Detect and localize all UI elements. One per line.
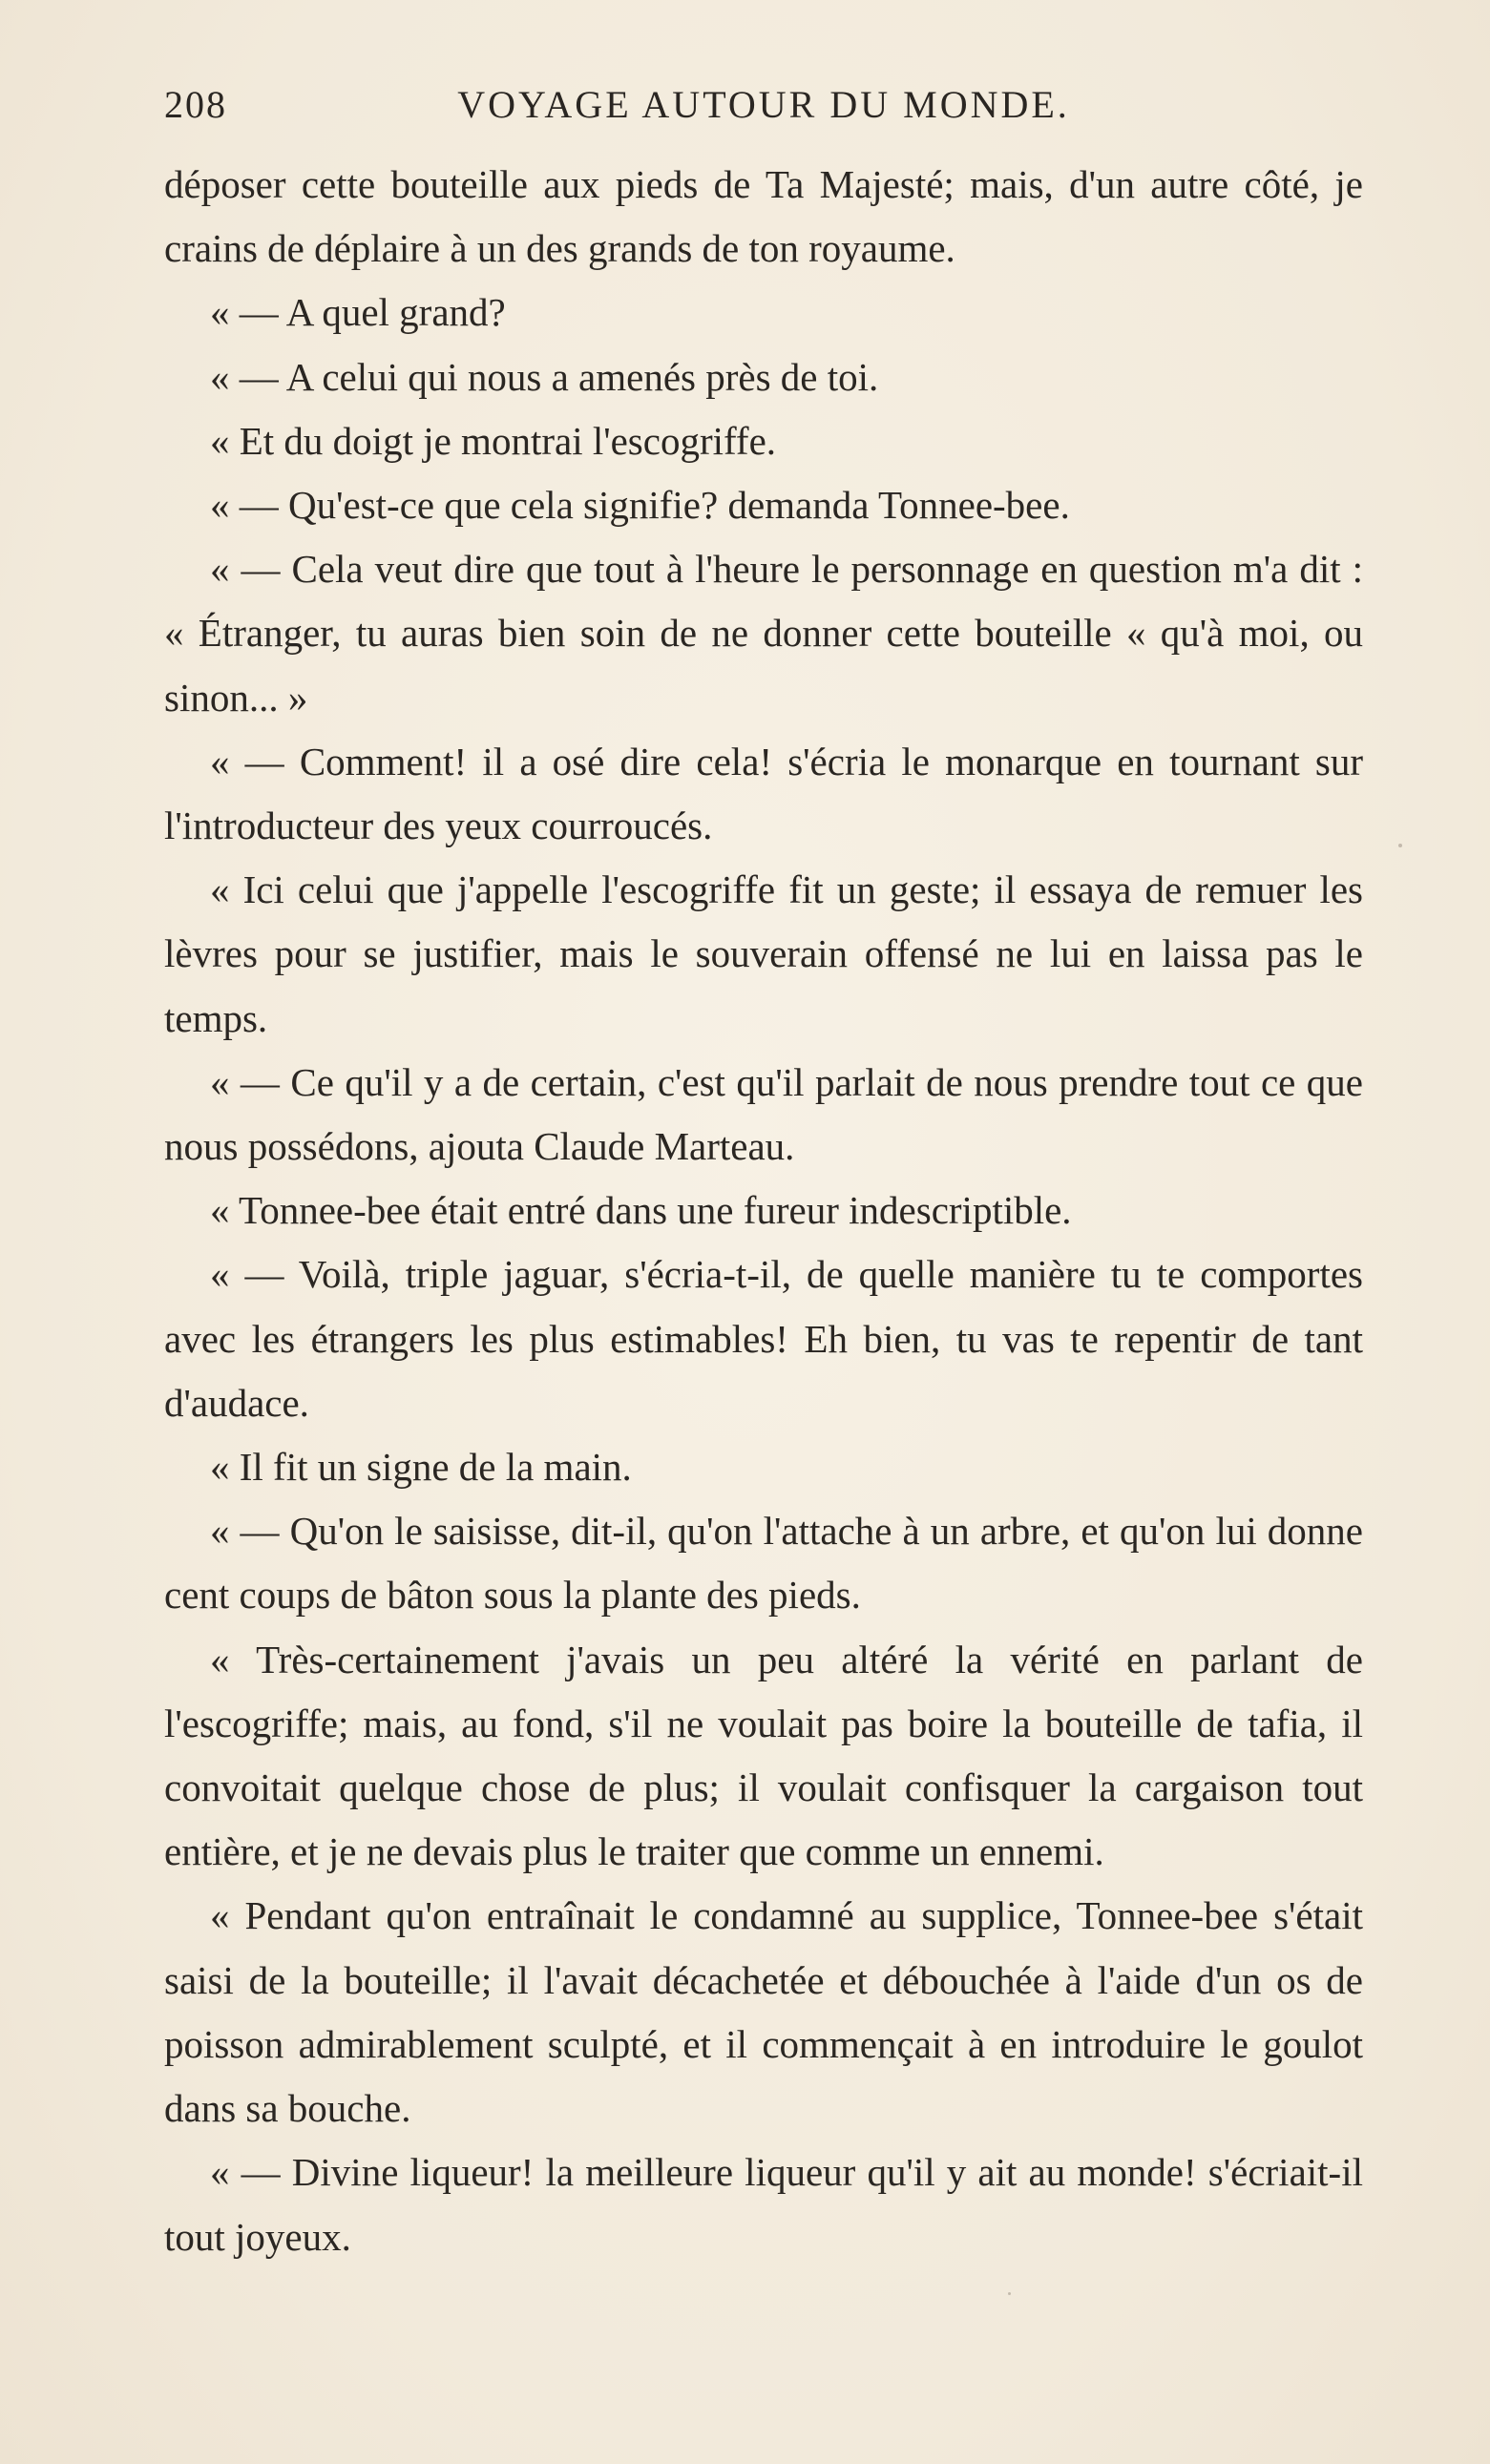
paper-speck [1008,2292,1011,2295]
paragraph: déposer cette bouteille aux pieds de Ta Majesté; mais, d'un autre côté, je crains de déplaire à un des grands de ton royaume. [164,162,1363,271]
paragraph: « Et du doigt je montrai l'escogriffe. [210,418,777,463]
paragraph: « — Cela veut dire que tout à l'heure le personnage en question m'a dit : « Étranger, tu auras bien soin de ne donner cette bouteille « qu'à moi, ou sinon... » [164,547,1363,720]
page-number: 208 [164,83,227,126]
paragraph: « — Voilà, triple jaguar, s'écria-t-il, de quelle manière tu te comportes avec les étrangers les plus estimables! Eh bien, tu vas te repentir de tant d'audace. [164,1252,1363,1425]
paragraph: « — Comment! il a osé dire cela! s'écria le monarque en tournant sur l'introducteur des yeux courroucés. [164,739,1363,848]
paragraph: « Ici celui que j'appelle l'escogriffe fit un geste; il essaya de remuer les lèvres pour se justifier, mais le souverain offensé ne lui en laissa pas le temps. [164,867,1363,1040]
page-header [164,82,1363,136]
text-body [164,153,1363,2269]
paragraph: « — A quel grand? [210,290,506,335]
paragraph: « — Qu'est-ce que cela signifie? demanda Tonnee-bee. [210,483,1070,528]
paper-speck [1398,844,1402,847]
paragraph: « Pendant qu'on entraînait le condamné au supplice, Tonnee-bee s'était saisi de la bouteille; il l'avait décachetée et débouchée à l'aide d'un os de poisson admirablement sculpté, et il commençait à en introduire le goulot dans sa bouche. [164,1893,1363,2131]
running-title: VOYAGE AUTOUR DU MONDE. [457,83,1070,126]
paragraph: « — A celui qui nous a amenés près de toi. [210,354,879,399]
paragraph: « Il fit un signe de la main. [210,1445,632,1490]
paragraph: « — Ce qu'il y a de certain, c'est qu'il parlait de nous prendre tout ce que nous possédons, ajouta Claude Marteau. [164,1059,1363,1169]
paragraph: « — Qu'on le saisisse, dit-il, qu'on l'attache à un arbre, et qu'on lui donne cent coups de bâton sous la plante des pieds. [164,1509,1363,1618]
paragraph: « Tonnee-bee était entré dans une fureur indescriptible. [210,1188,1072,1233]
paragraph: « Très-certainement j'avais un peu altéré la vérité en parlant de l'escogriffe; mais, au fond, s'il ne voulait pas boire la bouteille de tafia, il convoitait quelque chose de plus; il voulait confisquer la cargaison tout entière, et je ne devais plus le traiter que comme un ennemi. [164,1637,1363,1874]
paragraph: « — Divine liqueur! la meilleure liqueur qu'il y ait au monde! s'écriait-il tout joyeux. [164,2150,1363,2259]
